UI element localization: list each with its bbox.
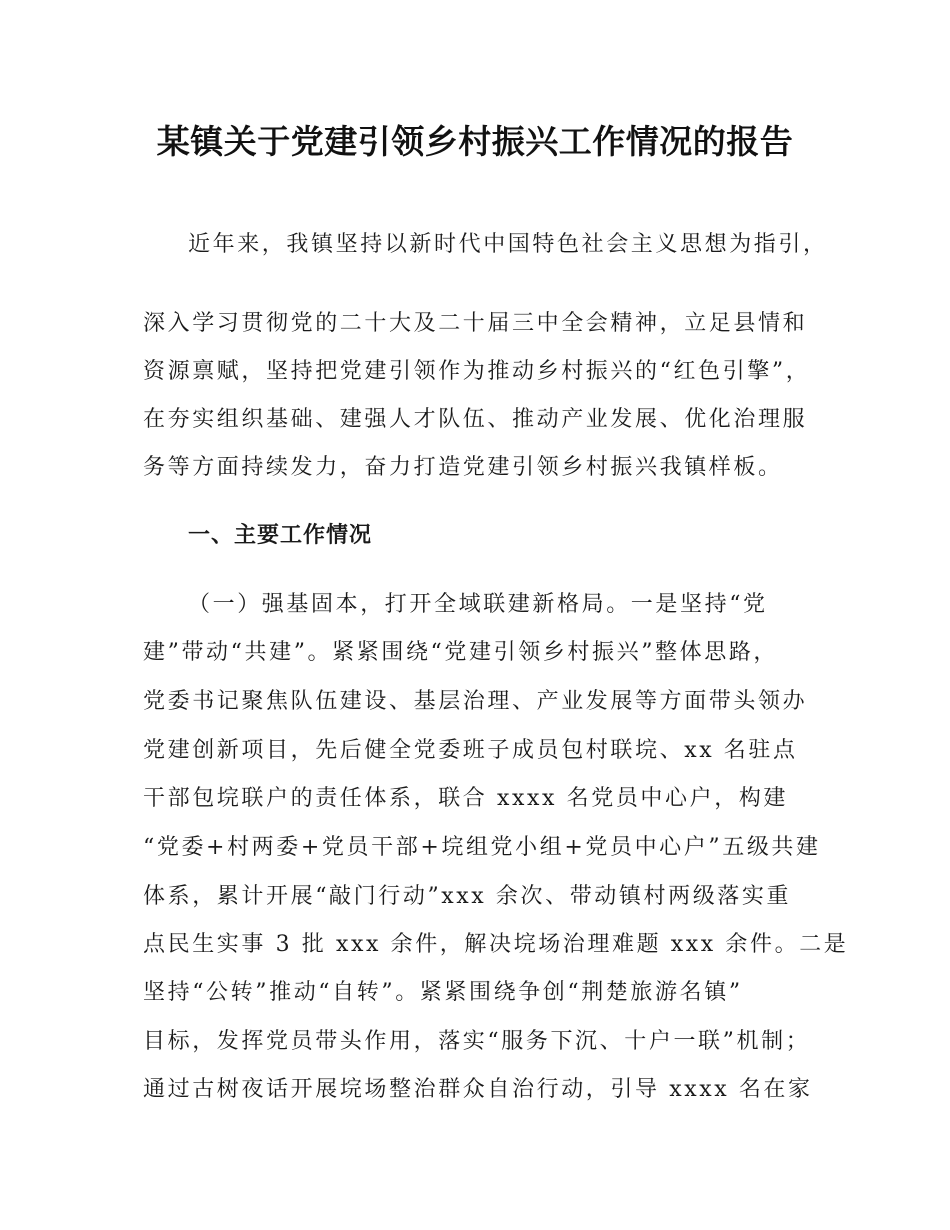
paragraph-line: 党委书记聚焦队伍建设、基层治理、产业发展等方面带头领办 <box>143 689 808 714</box>
paragraph-line: 务等方面持续发力，奋力打造党建引领乡村振兴我镇样板。 <box>143 455 783 480</box>
paragraph-line: 在夯实组织基础、建强人才队伍、推动产业发展、优化治理服 <box>143 407 808 432</box>
document-title: 某镇关于党建引领乡村振兴工作情况的报告 <box>156 122 794 161</box>
paragraph-line: “党委+村两委+党员干部+垸组党小组+党员中心户”五级共建 <box>143 835 821 860</box>
paragraph-line: 体系，累计开展“敲门行动”xxx 余次、带动镇村两级落实重 <box>143 884 792 909</box>
paragraph-line: 目标，发挥党员带头作用，落实“服务下沉、十户一联”机制； <box>143 1029 811 1054</box>
paragraph-line: 资源禀赋，坚持把党建引领作为推动乡村振兴的“红色引擎”， <box>143 359 811 384</box>
paragraph-line: 点民生实事 3 批 xxx 余件，解决垸场治理难题 xxx 余件。二是 <box>143 932 849 957</box>
paragraph-line: 坚持“公转”推动“自转”。紧紧围绕争创“荆楚旅游名镇” <box>143 980 743 1005</box>
paragraph-line: 近年来，我镇坚持以新时代中国特色社会主义思想为指引， <box>188 232 828 257</box>
section-heading: 一、主要工作情况 <box>188 523 373 548</box>
paragraph-line: 建”带动“共建”。紧紧围绕“党建引领乡村振兴”整体思路， <box>143 640 779 665</box>
paragraph-line: 深入学习贯彻党的二十大及二十届三中全会精神，立足县情和 <box>143 311 808 336</box>
paragraph-line: 党建创新项目，先后健全党委班子成员包村联垸、xx 名驻点 <box>143 738 798 763</box>
paragraph-line: （一）强基固本，打开全域联建新格局。一是坚持“党 <box>188 592 768 617</box>
paragraph-line: 干部包垸联户的责任体系，联合 xxxx 名党员中心户，构建 <box>143 786 789 811</box>
paragraph-line: 通过古树夜话开展垸场整治群众自治行动，引导 xxxx 名在家 <box>143 1077 813 1102</box>
